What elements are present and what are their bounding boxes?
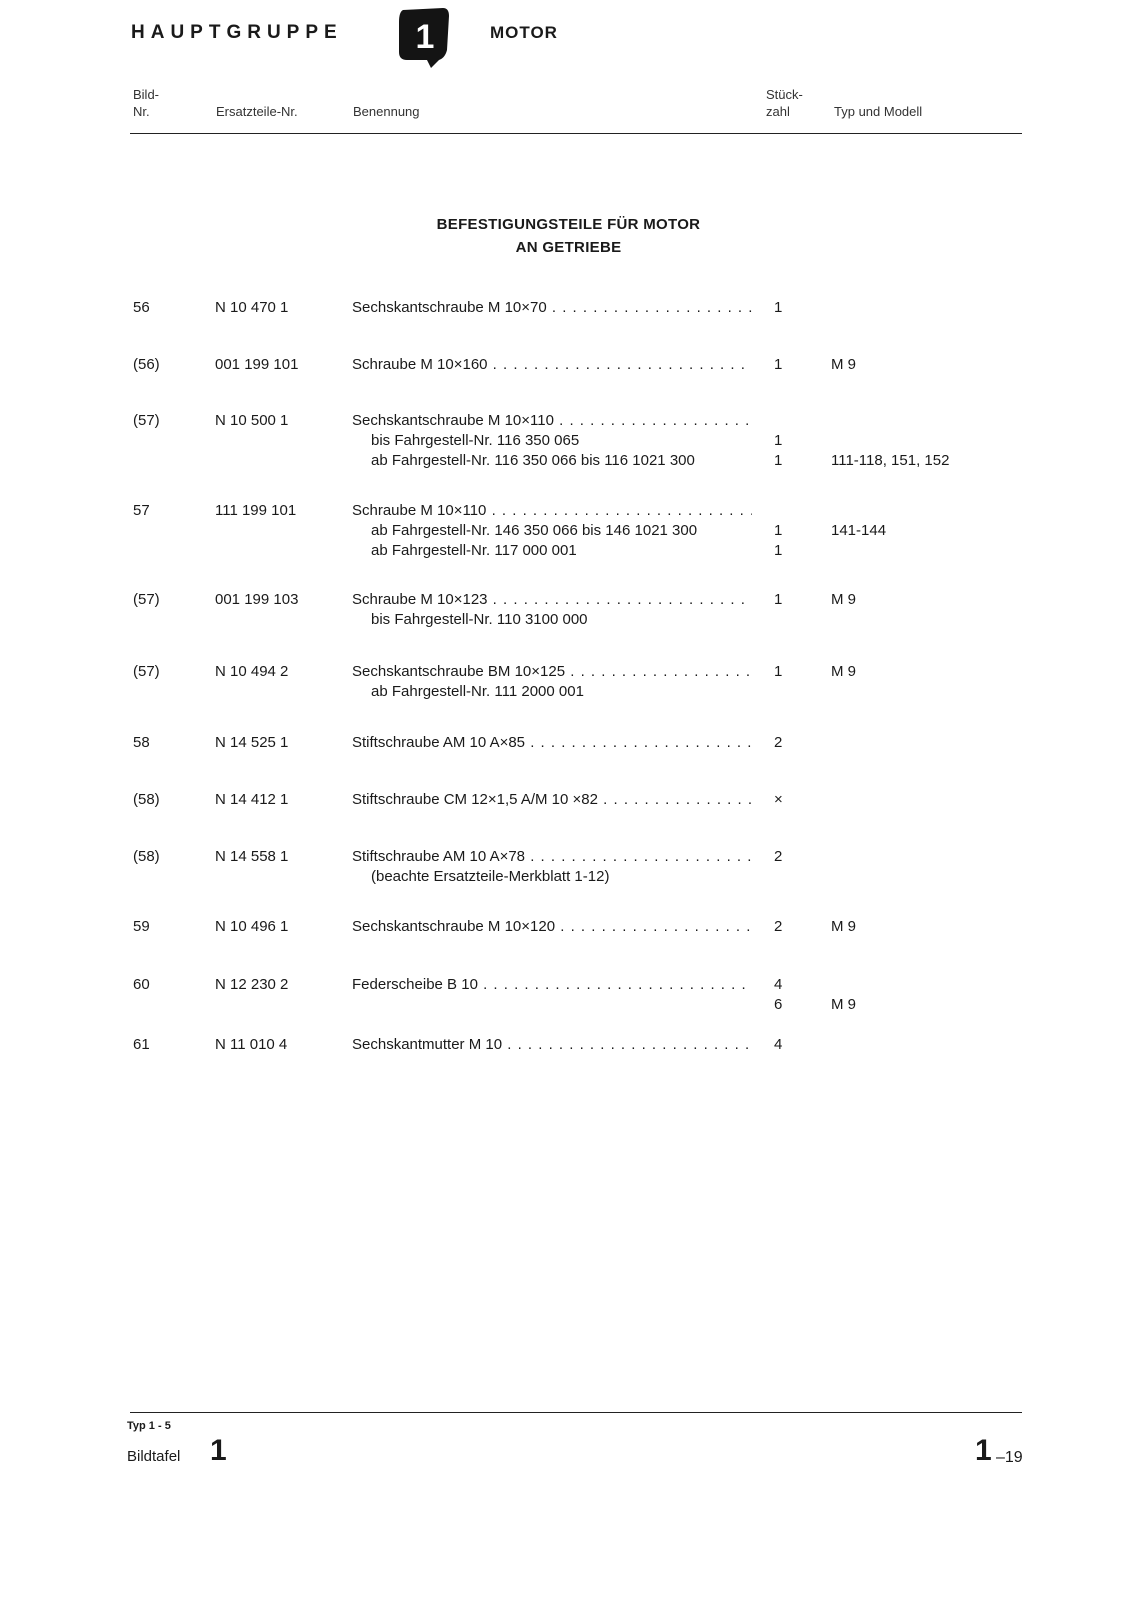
stueckzahl [774,298,794,318]
benennung [352,1035,752,1055]
stueckzahl-value: 1 [774,542,783,559]
bild-nr: (57) [133,412,160,429]
stueckzahl-value: × [774,791,783,808]
typ-modell [831,590,856,630]
typ-modell-value: M 9 [831,918,857,935]
stueckzahl-value [774,411,794,431]
typ-modell-value [831,431,949,451]
section-title-line1: BEFESTIGUNGSTEILE FÜR MOTOR [436,216,701,233]
stueckzahl-value: 6 [774,996,783,1013]
bild-nr: (56) [133,356,160,373]
stueckzahl-value [774,682,794,702]
typ-modell-value: M 9 [831,663,857,680]
bild-nr: 59 [133,918,150,935]
bild-nr: (57) [133,663,160,680]
typ-modell [831,662,856,702]
col-stueck-line1: Stück- [766,87,803,102]
typ-modell-value [831,682,856,702]
stueckzahl-value: 2 [774,848,783,865]
page-number: 1 [975,1434,992,1467]
col-bild-line2: Nr. [133,104,150,119]
benennung [352,298,752,318]
ersatzteil-nr: 111 199 101 [215,502,297,519]
stueckzahl-value: 1 [774,663,783,680]
bild-nr: (58) [133,791,160,808]
typ-modell-value: M 9 [831,356,857,373]
benennung [352,975,752,995]
typ-modell-value [831,975,856,995]
bild-nr: 58 [133,734,150,751]
col-bild-line1: Bild- [133,87,160,102]
ersatzteil-nr: N 14 558 1 [215,848,289,865]
benennung [352,355,752,375]
stueckzahl [774,355,794,375]
typ-modell [831,917,856,937]
bild-nr: 61 [133,1036,150,1053]
benennung-text: Schraube M 10×123 . . . [352,590,752,610]
section-title-line2: AN GETRIEBE [515,239,622,256]
stueckzahl-value: 1 [774,452,783,469]
typ-modell-value [831,541,886,561]
stueckzahl-value: 2 [774,918,783,935]
benennung [352,917,752,937]
benennung-subline: ab Fahrgestell-Nr. 117 000 001 [371,542,577,559]
stueckzahl-value: 1 [774,432,783,449]
group-number: 1 [415,18,435,56]
typ-modell-value: M 9 [831,996,857,1013]
benennung [352,847,752,887]
benennung-text: Stiftschraube CM 12×1,5 A/M 10 ×82 . . . [352,790,752,810]
benennung-text: Stiftschraube AM 10 A×85 . . . [352,733,752,753]
stueckzahl-value [774,610,794,630]
benennung-text: Federscheibe B 10 . . . [352,975,752,995]
benennung-text: Sechskantschraube M 10×70 . . . [352,298,752,318]
stueckzahl [774,411,794,471]
benennung-text: Sechskantschraube M 10×120 . . . [352,917,752,937]
typ-modell [831,411,949,471]
ersatzteil-nr: 001 199 101 [215,356,299,373]
ersatzteil-nr: N 10 494 2 [215,663,289,680]
ersatzteil-nr: N 10 470 1 [215,299,289,316]
stueckzahl [774,847,794,887]
benennung-subline: bis Fahrgestell-Nr. 110 3100 000 [371,611,588,628]
typ-modell-value: 111-118, 151, 152 [831,452,950,469]
stueckzahl-value: 2 [774,734,783,751]
section-title [0,213,1137,259]
ersatzteil-nr: N 10 500 1 [215,412,289,429]
stueckzahl-value: 1 [774,299,783,316]
bild-nr: 57 [133,502,150,519]
stueckzahl-value: 4 [774,1036,783,1053]
benennung-subline: bis Fahrgestell-Nr. 116 350 065 [371,432,580,449]
benennung-subline: ab Fahrgestell-Nr. 146 350 066 bis 146 1021 300 [371,522,698,539]
ersatzteil-nr: N 14 525 1 [215,734,289,751]
stueckzahl-value: 1 [774,522,783,539]
footer-bildtafel-label: Bildtafel [127,1448,181,1465]
col-benennung: Benennung [353,104,420,119]
col-stueck-line2: zahl [766,104,790,119]
stueckzahl-value [774,501,794,521]
bild-nr: (58) [133,848,160,865]
benennung-text: Sechskantschraube M 10×110 . . . [352,411,752,431]
group-label: HAUPTGRUPPE [131,22,343,43]
benennung-text: Schraube M 10×160 . . . [352,355,752,375]
typ-modell-value: 141-144 [831,522,887,539]
ersatzteil-nr: N 11 010 4 [215,1036,288,1053]
stueckzahl [774,975,794,1015]
benennung-subline: ab Fahrgestell-Nr. 116 350 066 bis 116 1021 300 [371,452,695,469]
stueckzahl [774,917,794,937]
stueckzahl [774,590,794,630]
benennung-text: Sechskantschraube BM 10×125 . . . [352,662,752,682]
ersatzteil-nr: N 10 496 1 [215,918,289,935]
stueckzahl-value: 4 [774,976,783,993]
benennung-text: Sechskantmutter M 10 . . . [352,1035,752,1055]
stueckzahl-value: 1 [774,356,783,373]
footer-bildtafel-number: 1 [210,1434,227,1467]
stueckzahl [774,501,794,561]
typ-modell-value [831,411,949,431]
typ-modell [831,355,856,375]
benennung-subline: (beachte Ersatzteile-Merkblatt 1-12) [371,868,610,885]
benennung [352,790,752,810]
header-rule [130,133,1022,134]
benennung [352,733,752,753]
benennung-text: Schraube M 10×110 . . . [352,501,752,521]
stueckzahl [774,1035,794,1055]
benennung [352,590,752,630]
page-number-sub: –19 [996,1449,1023,1466]
benennung [352,411,752,471]
stueckzahl-value [774,867,794,887]
typ-modell-value [831,610,856,630]
ersatzteil-nr: 001 199 103 [215,591,299,608]
group-number-badge [395,6,451,70]
ersatzteil-nr: N 14 412 1 [215,791,289,808]
footer-typ: Typ 1 - 5 [127,1420,171,1432]
benennung-subline: ab Fahrgestell-Nr. 111 2000 001 [371,683,584,700]
benennung [352,662,752,702]
col-ersatzteil: Ersatzteile-Nr. [216,104,298,119]
stueckzahl [774,733,794,753]
stueckzahl [774,790,794,810]
typ-modell-value [831,501,886,521]
group-name: MOTOR [490,23,558,42]
bild-nr: 56 [133,299,150,316]
typ-modell [831,501,886,561]
ersatzteil-nr: N 12 230 2 [215,976,289,993]
col-typ-modell: Typ und Modell [834,104,923,119]
footer-rule [130,1412,1022,1413]
stueckzahl-value: 1 [774,591,783,608]
col-bild-nr [133,86,159,120]
benennung-text: Stiftschraube AM 10 A×78 . . . [352,847,752,867]
col-stueckzahl [766,86,803,120]
typ-modell [831,975,856,1015]
benennung [352,501,752,561]
bild-nr: 60 [133,976,150,993]
bild-nr: (57) [133,591,160,608]
stueckzahl [774,662,794,702]
typ-modell-value: M 9 [831,591,857,608]
